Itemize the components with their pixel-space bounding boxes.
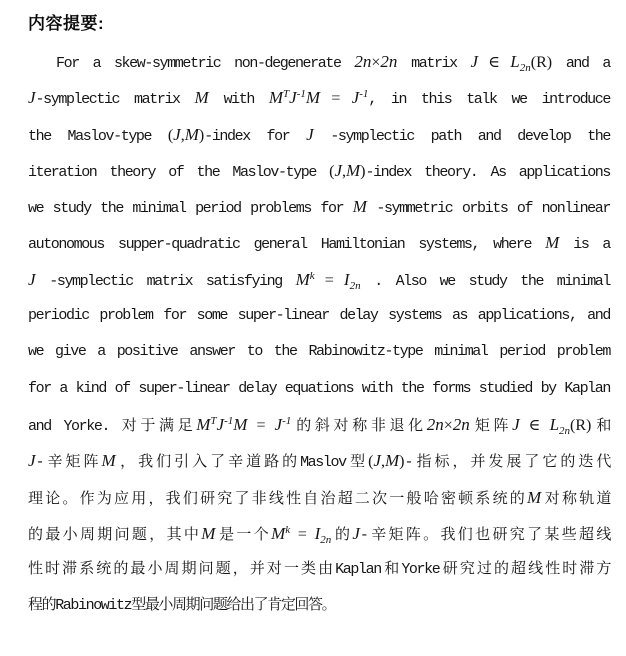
- text-segment: we give a positive answer to the Rabinowitz-type minimal period problem: [28, 343, 610, 361]
- math-segment: ): [399, 453, 405, 471]
- math-segment: J: [306, 124, 314, 144]
- math-segment: M: [194, 88, 209, 108]
- math-segment: -1: [296, 88, 306, 101]
- math-segment: J: [173, 124, 181, 144]
- math-segment: ×: [443, 416, 453, 434]
- math-segment: J: [352, 523, 360, 543]
- math-segment: M: [384, 451, 400, 471]
- text-line: [28, 153, 610, 189]
- math-segment: M: [184, 124, 199, 144]
- text-line: [28, 225, 610, 261]
- math-segment: =: [290, 525, 315, 543]
- math-segment: J: [216, 414, 225, 434]
- math-segment: J: [28, 269, 36, 289]
- math-segment: T: [283, 88, 290, 101]
- text-segment: matrix: [397, 55, 471, 72]
- text-line: [28, 588, 610, 624]
- math-segment: M: [305, 88, 321, 108]
- math-segment: M: [345, 160, 361, 180]
- text-segment: 的: [331, 526, 353, 544]
- text-segment: -辛矩阵。我们也研究了某些超线: [359, 526, 610, 544]
- text-segment: , in this talk we introduce: [368, 91, 610, 109]
- math-segment: =: [314, 271, 344, 289]
- text-segment: autonomous supper-quadratic general Hamiltonian systems, where: [28, 236, 546, 254]
- text-segment: with: [208, 91, 269, 109]
- math-segment: J: [351, 88, 360, 108]
- math-segment: k: [309, 269, 315, 282]
- math-segment: (: [368, 453, 374, 471]
- text-line: [28, 80, 610, 116]
- math-segment: (: [167, 126, 174, 144]
- text-segment: -index theory. As applications: [365, 163, 610, 181]
- math-segment: ∈: [478, 54, 511, 71]
- text-segment: 是一个: [215, 526, 272, 544]
- text-line: [28, 371, 610, 407]
- math-segment: I: [314, 523, 321, 543]
- math-segment: M: [101, 451, 116, 471]
- math-segment: J: [28, 88, 36, 108]
- math-segment: 2n: [559, 424, 571, 437]
- math-segment: (R): [530, 54, 553, 71]
- math-segment: M: [295, 269, 310, 289]
- math-segment: J: [28, 451, 36, 471]
- text-segment: and Yorke. 对于满足: [28, 417, 197, 435]
- text-line: [28, 516, 610, 552]
- text-line: [28, 407, 610, 443]
- text-line: [28, 480, 610, 516]
- text-segment: -指标，并发展了它的迭代: [404, 454, 611, 472]
- math-segment: ∈: [519, 416, 550, 434]
- math-segment: ): [198, 126, 205, 144]
- math-segment: M: [196, 414, 211, 434]
- text-segment: iteration theory of the Maslov-type: [28, 163, 330, 181]
- math-segment: M: [268, 88, 284, 108]
- math-segment: ): [360, 162, 366, 180]
- text-segment: 的最小周期问题，其中: [28, 526, 202, 544]
- math-segment: L: [549, 414, 560, 434]
- math-segment: M: [527, 487, 542, 507]
- text-line: [28, 117, 610, 153]
- text-segment: 对称轨道: [541, 490, 610, 508]
- text-line: [28, 552, 610, 588]
- math-segment: J: [373, 451, 381, 471]
- math-segment: M: [201, 523, 216, 543]
- math-segment: -1: [359, 88, 369, 101]
- text-segment: for a kind of super-linear delay equations with the forms studied by Kaplan: [28, 379, 610, 397]
- text-segment: -symplectic path and develop the: [313, 127, 610, 145]
- math-segment: T: [210, 414, 217, 427]
- math-segment: 2n: [519, 62, 531, 74]
- text-segment: ，我们引入了辛道路的Maslov型: [115, 454, 369, 472]
- math-segment: -1: [224, 414, 234, 427]
- math-segment: M: [545, 233, 560, 253]
- math-segment: ×: [371, 54, 381, 71]
- text-segment: -index for: [204, 127, 307, 145]
- math-segment: ,: [380, 453, 385, 471]
- math-segment: M: [352, 197, 367, 217]
- text-line: [28, 298, 610, 334]
- math-segment: (: [329, 162, 335, 180]
- text-segment: we study the minimal period problems for: [28, 200, 353, 218]
- math-segment: k: [285, 523, 291, 536]
- text-segment: the Maslov-type: [28, 127, 168, 145]
- math-segment: 2n: [354, 52, 372, 71]
- text-segment: 程的Rabinowitz型最小周期问题给出了肯定回答。: [28, 597, 336, 615]
- text-segment: 理论。作为应用，我们研究了非线性自治超二次一般哈密顿系统的: [28, 490, 527, 508]
- text-segment: . Also we study the minimal: [360, 272, 610, 290]
- text-line: [28, 44, 610, 80]
- text-segment: 矩阵: [469, 417, 513, 435]
- page-title: 内容提要:: [28, 14, 105, 33]
- text-segment: -辛矩阵: [35, 454, 102, 472]
- math-segment: L: [510, 52, 520, 71]
- math-segment: J: [470, 52, 479, 71]
- math-segment: J: [334, 160, 342, 180]
- text-segment: periodic problem for some super-linear delay systems as applications, and: [28, 307, 610, 325]
- text-segment: 性时滞系统的最小周期问题，并对一类由Kaplan和Yorke研究过的超线性时滞方: [28, 561, 610, 579]
- math-segment: (R): [570, 416, 592, 434]
- text-line: [28, 189, 610, 225]
- text-line: [28, 334, 610, 370]
- math-segment: M: [271, 523, 286, 543]
- math-segment: I: [343, 269, 350, 289]
- math-segment: 2n: [320, 533, 332, 546]
- math-segment: 2n: [349, 279, 361, 292]
- math-segment: 2n: [452, 414, 470, 434]
- math-segment: =: [247, 416, 275, 434]
- math-segment: ,: [341, 162, 346, 180]
- math-segment: J: [274, 414, 283, 434]
- text-line: [28, 443, 610, 479]
- math-segment: ,: [180, 126, 185, 144]
- math-segment: 2n: [426, 414, 444, 434]
- text-segment: -symplectic matrix satisfying: [35, 272, 296, 290]
- text-segment: 的斜对称非退化: [291, 417, 427, 435]
- math-segment: J: [512, 414, 520, 434]
- math-segment: =: [320, 90, 352, 108]
- abstract-body: [28, 44, 610, 625]
- math-segment: M: [233, 414, 248, 434]
- text-segment: For a skew-symmetric non-degenerate: [56, 55, 355, 72]
- math-segment: 2n: [380, 52, 398, 71]
- text-line: [28, 262, 610, 298]
- text-segment: is a: [559, 236, 610, 254]
- text-segment: 和: [591, 417, 610, 435]
- text-segment: -symplectic matrix: [35, 91, 195, 109]
- math-segment: -1: [282, 414, 292, 427]
- text-segment: and a: [552, 55, 611, 72]
- math-segment: J: [289, 88, 297, 108]
- text-segment: -symmetric orbits of nonlinear: [366, 200, 610, 218]
